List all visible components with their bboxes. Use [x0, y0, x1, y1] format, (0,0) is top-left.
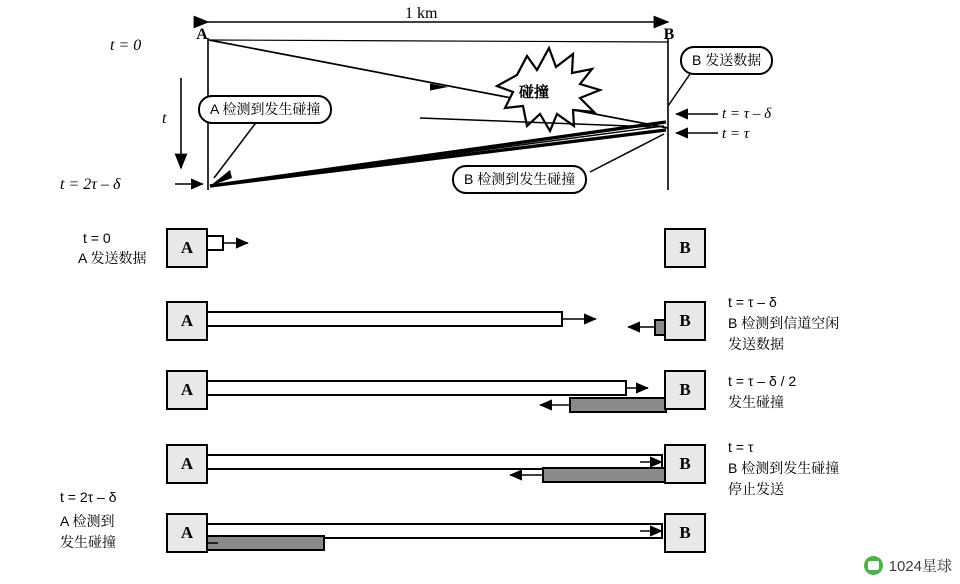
b-time-ticks: [676, 114, 718, 133]
seq-3-desc-0: 发生碰撞: [728, 394, 784, 410]
callout-leaders: [214, 74, 690, 178]
station-a-title: A: [196, 26, 208, 43]
callout-b-send-data[interactable]: B 发送数据: [680, 46, 773, 75]
seq-2-desc-1: 发送数据: [728, 336, 784, 352]
seq-3-time: t = τ – δ / 2: [728, 373, 797, 389]
seq-1-node-b[interactable]: B: [664, 228, 706, 268]
callout-a-detect-collision[interactable]: A 检测到发生碰撞: [198, 95, 332, 124]
seq-4-node-a[interactable]: A: [166, 444, 208, 484]
top-time-tau-minus-delta-label: t = τ – δ: [722, 106, 772, 122]
seq-5-desc-0: A 检测到: [60, 513, 115, 529]
seq-4-time: t = τ: [728, 439, 754, 455]
seq-row-5-vectors: [192, 524, 662, 550]
seq-5-desc-1: 发生碰撞: [60, 534, 116, 550]
seq-row-2-vectors: [194, 312, 667, 335]
seq-5-time: t = 2τ – δ: [60, 489, 117, 505]
seq-2-node-b[interactable]: B: [664, 301, 706, 341]
seq-3-node-a[interactable]: A: [166, 370, 208, 410]
seq-row-1-vectors: [207, 236, 248, 250]
watermark: [864, 555, 952, 576]
seq-3-node-b[interactable]: B: [664, 370, 706, 410]
seq-1-node-a[interactable]: A: [166, 228, 208, 268]
seq-4-node-b[interactable]: B: [664, 444, 706, 484]
top-time-tau-label: t = τ: [722, 126, 750, 142]
time-axis-label: t: [162, 110, 167, 127]
top-time-2tau-label: t = 2τ – δ: [60, 176, 121, 193]
seq-2-node-a[interactable]: A: [166, 301, 208, 341]
top-time-zero-label: t = 0: [110, 37, 142, 54]
callout-b-detect-collision[interactable]: B 检测到发生碰撞: [452, 165, 587, 194]
seq-5-node-b[interactable]: B: [664, 513, 706, 553]
seq-4-desc-0: B 检测到发生碰撞: [728, 460, 840, 476]
seq-5-node-a[interactable]: A: [166, 513, 208, 553]
watermark-text: 1024星球: [888, 558, 952, 575]
seq-row-4-vectors: [194, 455, 667, 482]
seq-row-3-vectors: [194, 381, 666, 412]
seq-4-desc-1: 停止发送: [728, 481, 784, 497]
distance-label: 1 km: [405, 5, 438, 22]
collision-echo-line: [210, 126, 664, 186]
wechat-icon: [864, 556, 883, 575]
seq-1-time: t = 0: [83, 230, 111, 246]
seq-2-desc-0: B 检测到信道空闲: [728, 315, 840, 331]
seq-1-desc-0: A 发送数据: [78, 250, 147, 266]
seq-2-time: t = τ – δ: [728, 294, 777, 310]
station-b-title: B: [663, 26, 675, 43]
collision-burst-label: 碰撞: [519, 84, 550, 101]
